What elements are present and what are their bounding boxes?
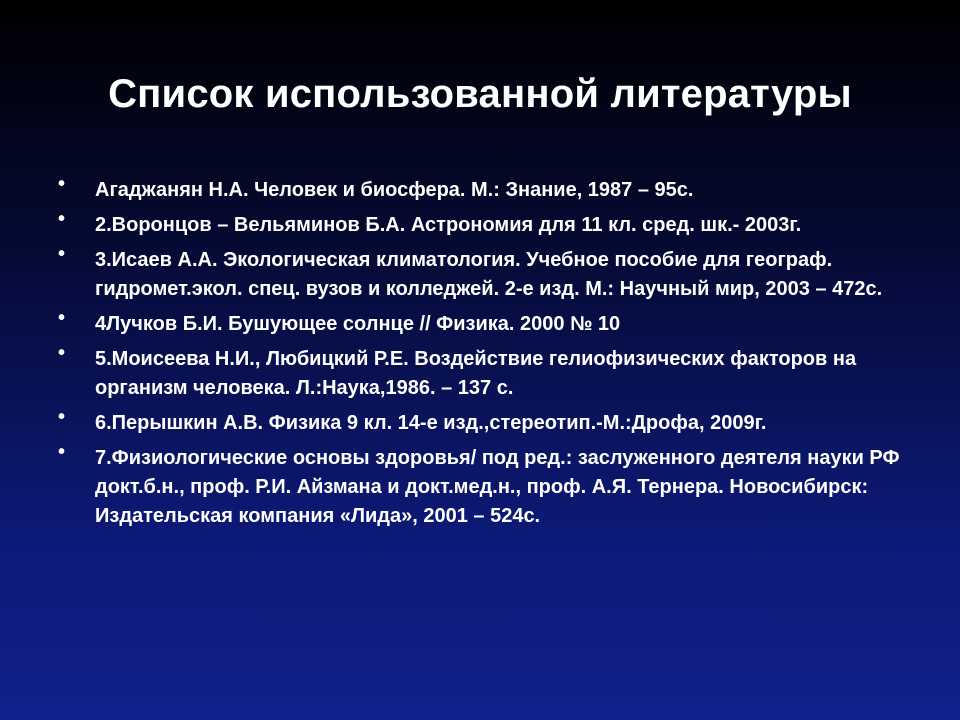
- reference-item: [55, 173, 915, 205]
- reference-text: 3.Исаев А.А. Экологическая климатология. Учебное пособие для географ. гидромет.экол. спец. вузов и колледжей. 2-е изд. М.: Научный мир, 2003 – 472с.: [95, 249, 883, 300]
- reference-text: 2.Воронцов – Вельяминов Б.А. Астрономия для 11 кл. сред. шк.- 2003г.: [95, 214, 802, 236]
- bullet-icon: •: [58, 208, 66, 230]
- reference-text: 7.Физиологические основы здоровья/ под ред.: заслуженного деятеля науки РФ докт.б.н., проф. Р.И. Айзмана и докт.мед.н., проф. А.Я. Тернера. Новосибирск: Издательская компания «Лида», 2001 – 524с.: [95, 447, 900, 527]
- slide-title: Список использованной литературы: [108, 72, 852, 116]
- reference-item: [55, 441, 915, 531]
- reference-item: [55, 307, 915, 339]
- bullet-icon: •: [58, 441, 66, 463]
- reference-item: [55, 406, 915, 438]
- reference-text: Агаджанян Н.А. Человек и биосфера. М.: Знание, 1987 – 95с.: [95, 179, 694, 201]
- bullet-icon: •: [58, 342, 66, 364]
- reference-text: 4Лучков Б.И. Бушующее солнце // Физика. 2000 № 10: [95, 313, 621, 335]
- reference-text: 6.Перышкин А.В. Физика 9 кл. 14-е изд.,стереотип.-М.:Дрофа, 2009г.: [95, 412, 767, 434]
- bullet-icon: •: [58, 406, 66, 428]
- reference-list: [55, 173, 915, 537]
- reference-text: 5.Моисеева Н.И., Любицкий Р.Е. Воздействие гелиофизических факторов на организм человека. Л.:Наука,1986. – 137 с.: [95, 348, 857, 399]
- reference-item: [55, 243, 915, 304]
- bullet-icon: •: [58, 307, 66, 329]
- bullet-icon: •: [58, 243, 66, 265]
- reference-item: [55, 342, 915, 403]
- bullet-icon: •: [58, 173, 66, 195]
- reference-item: [55, 208, 915, 240]
